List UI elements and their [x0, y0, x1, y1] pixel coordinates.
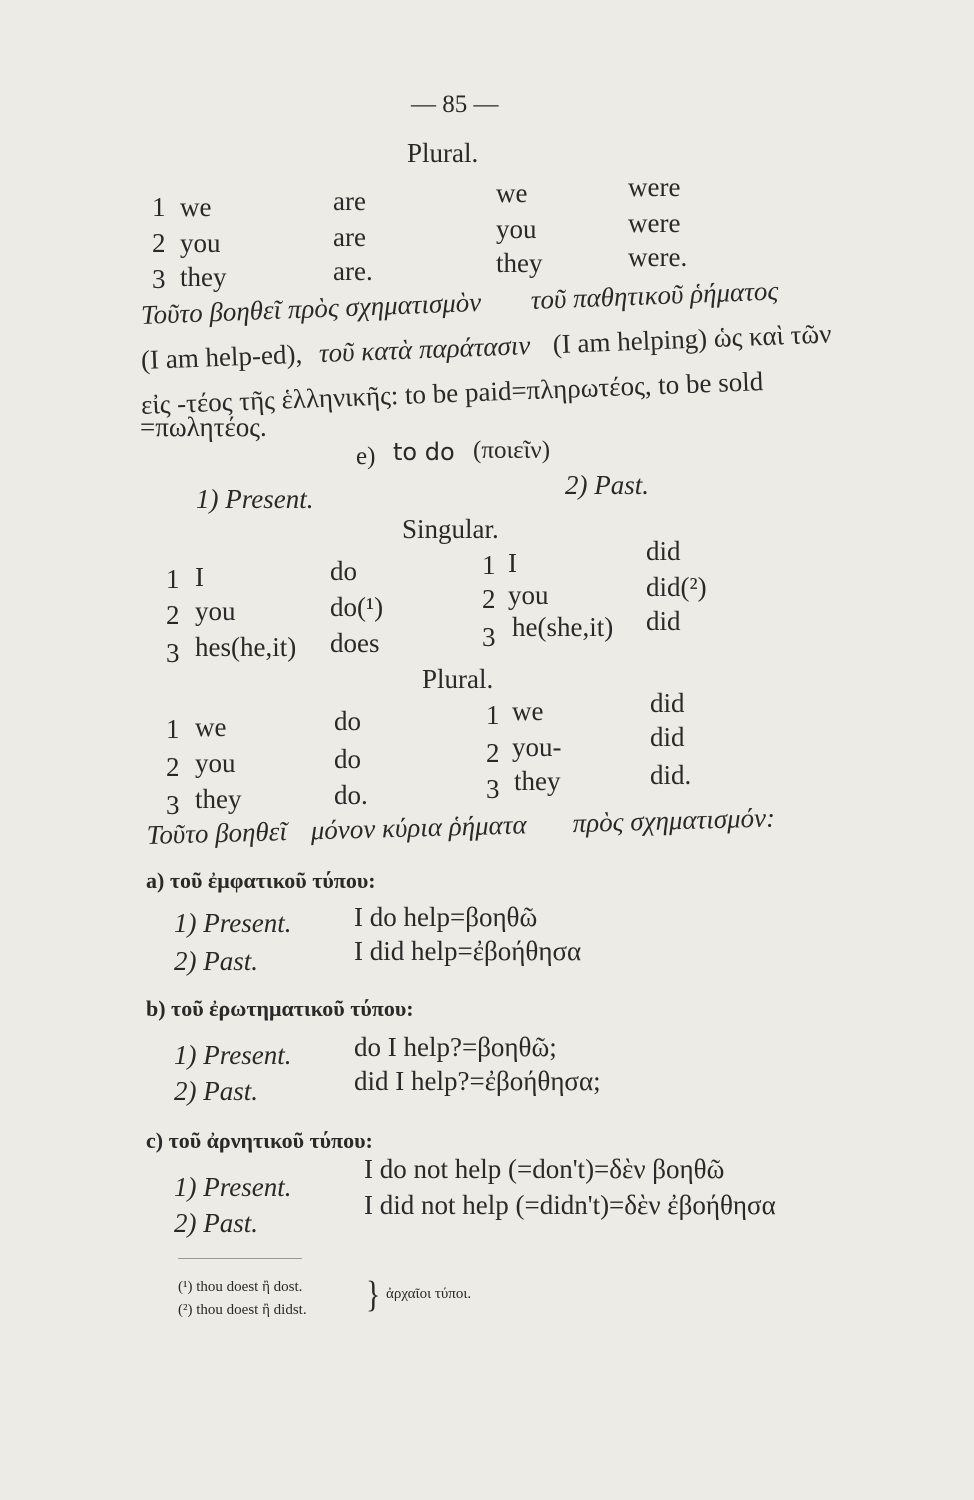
pronoun-past: you	[508, 580, 549, 610]
verb-past: did	[646, 606, 681, 636]
verb-past: were	[628, 208, 681, 238]
section-title: to do	[393, 438, 455, 466]
verb-present: are.	[333, 256, 373, 286]
past-heading: 2) Past.	[565, 470, 649, 500]
pronoun: they	[195, 784, 242, 814]
section-label: e)	[356, 443, 376, 470]
pronoun-past: you-	[512, 732, 562, 762]
verb-past: did.	[650, 760, 692, 790]
person-number: 3	[482, 622, 496, 652]
mood-heading: a) τοῦ ἐμφατικοῦ τύπου:	[146, 868, 376, 893]
verb-present: are	[333, 222, 366, 252]
person-number: 2	[166, 600, 180, 630]
example-text: I did not help (=didn't)=δὲν ἐβοήθησα	[364, 1190, 776, 1220]
person-number: 1	[482, 550, 496, 580]
pronoun: hes(he,it)	[195, 632, 297, 662]
person-number: 1	[486, 700, 500, 730]
pronoun-past: they	[514, 766, 561, 796]
verb-present: do	[334, 744, 361, 774]
person-number: 1	[166, 564, 180, 594]
plural-heading: Plural.	[422, 664, 494, 694]
pronoun-past: we	[512, 696, 544, 726]
example-text: I do not help (=don't)=δὲν βοηθῶ	[364, 1154, 725, 1184]
paragraph-text: Τοῦτο βοηθεῖ πρὸς σχηματισμὸν	[140, 286, 482, 330]
tense-label: 2) Past.	[174, 946, 258, 976]
tense-label: 2) Past.	[174, 1076, 258, 1106]
person-number: 3	[486, 774, 500, 804]
verb-past: did(²)	[646, 572, 707, 602]
pronoun-past: he(she,it)	[512, 612, 614, 642]
tense-label: 2) Past.	[174, 1208, 258, 1238]
pronoun: they	[180, 262, 227, 292]
footnote-side-label: ἀρχαῖοι τύποι.	[386, 1286, 472, 1302]
person-number: 3	[152, 264, 166, 294]
person-number: 3	[166, 638, 180, 668]
paragraph-text: εἰς -τέος τῆς ἑλληνικῆς: to be paid=πληρωτέος, to be sold	[140, 366, 764, 420]
verb-present: do.	[334, 780, 368, 810]
pronoun: you	[180, 228, 221, 258]
person-number: 2	[486, 738, 500, 768]
footnote-brace: }	[366, 1273, 381, 1315]
pronoun-past: they	[496, 248, 543, 278]
pronoun: we	[180, 192, 212, 222]
pronoun-past: you	[496, 214, 537, 244]
person-number: 1	[152, 192, 166, 222]
verb-past: were.	[628, 242, 688, 272]
tense-label: 1) Present.	[174, 1172, 292, 1202]
verb-present: are	[333, 186, 366, 216]
plural-heading: Plural.	[407, 138, 479, 168]
summary-text: μόνον κύρια ῥήματα	[310, 809, 527, 846]
summary-text: Τοῦτο βοηθεῖ	[146, 816, 288, 850]
verb-present: do	[330, 556, 357, 586]
page-number: — 85 —	[411, 91, 499, 118]
paragraph-text: τοῦ κατὰ παράτασιν	[318, 330, 531, 369]
footnote: (¹) thou doest ἢ dost.	[178, 1279, 303, 1295]
paragraph-text: τοῦ παθητικοῦ ῥήματος	[530, 275, 779, 315]
person-number: 3	[166, 790, 180, 820]
summary-text: πρὸς σχηματισμόν:	[572, 802, 776, 839]
example-text: do I help?=βοηθῶ;	[354, 1032, 557, 1062]
example-text: I did help=ἐβοήθησα	[354, 936, 582, 966]
person-number: 2	[482, 584, 496, 614]
verb-present: do	[334, 706, 361, 736]
footnote-rule	[178, 1258, 302, 1259]
example-text: I do help=βοηθῶ	[354, 902, 538, 932]
paragraph-text: (I am help-ed),	[140, 338, 303, 375]
pronoun-past: I	[508, 548, 517, 578]
tense-label: 1) Present.	[174, 908, 292, 938]
pronoun: I	[195, 562, 204, 592]
person-number: 1	[166, 714, 180, 744]
person-number: 2	[166, 752, 180, 782]
verb-past: were	[628, 172, 681, 202]
pronoun: you	[195, 748, 236, 778]
person-number: 2	[152, 228, 166, 258]
verb-past: did	[646, 536, 681, 566]
pronoun-past: we	[496, 178, 528, 208]
mood-heading: c) τοῦ ἀρνητικοῦ τύπου:	[146, 1128, 373, 1153]
verb-past: did	[650, 688, 685, 718]
section-greek: (ποιεῖν)	[473, 437, 551, 464]
footnote: (²) thou doest ἢ didst.	[178, 1302, 307, 1318]
verb-present: do(¹)	[330, 592, 384, 622]
tense-label: 1) Present.	[174, 1040, 292, 1070]
paragraph-text: (I am helping) ὡς καὶ τῶν	[552, 318, 832, 360]
example-text: did I help?=ἐβοήθησα;	[354, 1066, 601, 1096]
present-heading: 1) Present.	[196, 484, 314, 514]
summary-line	[146, 784, 847, 850]
pronoun: we	[195, 712, 227, 742]
verb-present: does	[330, 628, 380, 658]
pronoun: you	[195, 596, 236, 626]
singular-heading: Singular.	[402, 514, 499, 544]
mood-heading: b) τοῦ ἐρωτηματικοῦ τύπου:	[146, 996, 414, 1021]
verb-past: did	[650, 722, 685, 752]
paragraph-text: =πωλητέος.	[140, 412, 267, 442]
